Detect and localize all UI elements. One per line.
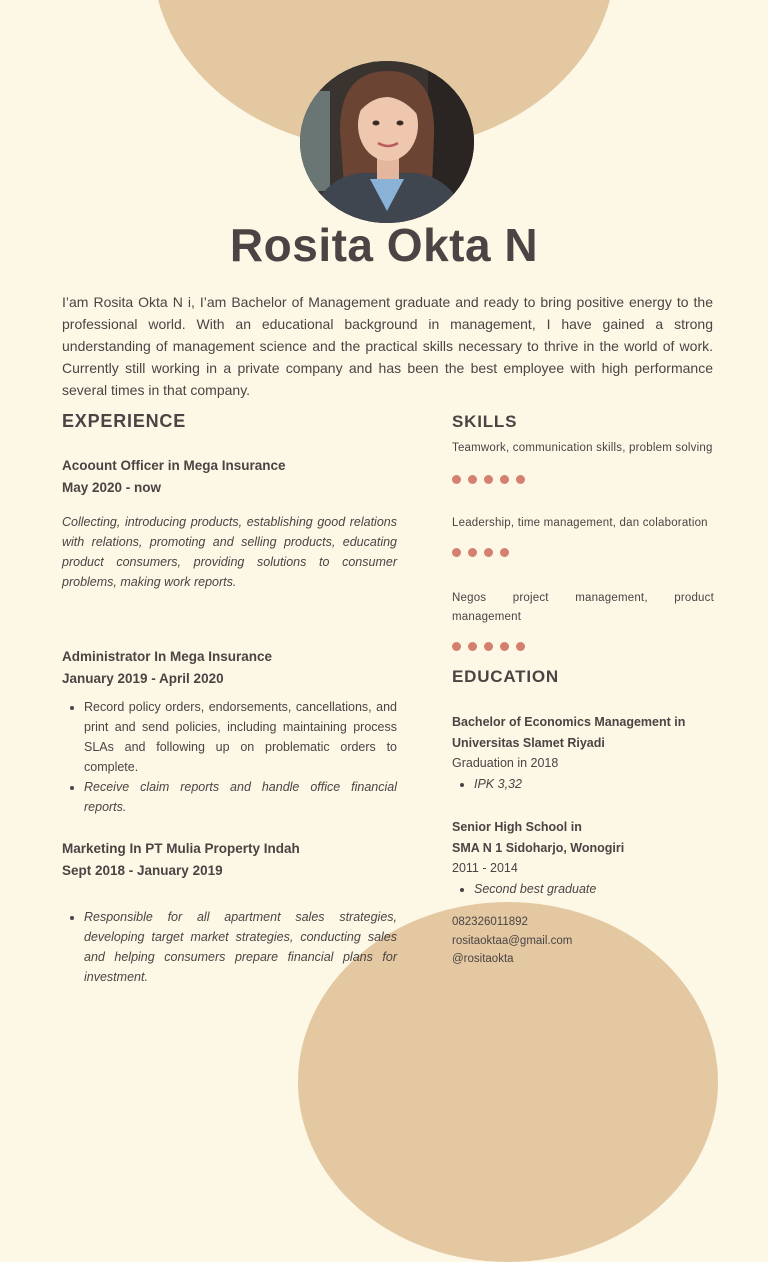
skill-dot (500, 642, 509, 651)
education-bullets (452, 879, 714, 899)
skill-dot (468, 548, 477, 557)
contact-social[interactable]: @rositaokta (452, 953, 514, 965)
profile-photo-icon (300, 61, 474, 223)
education-date: 2011 - 2014 (452, 861, 518, 875)
contact-phone: 082326011892 (452, 916, 528, 928)
job-title: Marketing In PT Mulia Property Indah (62, 841, 300, 856)
job-2 (62, 646, 397, 817)
education-school: Universitas Slamet Riyadi (452, 735, 605, 750)
skill-dot (468, 475, 477, 484)
skill-text: Leadership, time management, dan colaboration (452, 517, 708, 529)
skill-dot (484, 475, 493, 484)
contact-email[interactable]: rositaoktaa@gmail.com (452, 934, 573, 947)
skill-dot (452, 642, 461, 651)
job-1 (62, 455, 397, 592)
skill-text: Negos project management, product management (452, 592, 714, 623)
skill-2 (452, 514, 714, 557)
skill-level (452, 642, 714, 651)
skill-dot (500, 475, 509, 484)
skill-dot (452, 475, 461, 484)
list-item: • IPK 3,32 (474, 774, 714, 794)
skills-heading: SKILLS (452, 412, 518, 431)
skill-3 (452, 589, 714, 651)
skill-dot (500, 548, 509, 557)
education-school: SMA N 1 Sidoharjo, Wonogiri (452, 840, 625, 855)
education-item-2 (452, 817, 714, 899)
skill-1 (452, 439, 714, 484)
skill-level (452, 475, 714, 484)
contact-info (452, 913, 714, 969)
education-degree: Senior High School in (452, 820, 582, 834)
list-item: • Responsible for all apartment sales strategies, developing target market strategies, conducting sales and helping consumers prepare financial plans for investment. (84, 907, 397, 987)
skill-dot (468, 642, 477, 651)
skill-dot (484, 548, 493, 557)
job-title: Acoount Officer in Mega Insurance (62, 458, 286, 473)
skill-dot (484, 642, 493, 651)
job-description: Collecting, introducing products, establishing good relations with relations, promoting and selling products, educating product consumers, providing solutions to consumer problems, making work reports. (62, 515, 397, 589)
job-bullets (62, 907, 397, 987)
skill-dot (516, 642, 525, 651)
job-title: Administrator In Mega Insurance (62, 649, 273, 664)
list-item: • Receive claim reports and handle office financial reports. (84, 777, 397, 817)
skill-dot (516, 475, 525, 484)
education-date: Graduation in 2018 (452, 756, 559, 770)
education-bullets (452, 774, 714, 794)
experience-heading: EXPERIENCE (62, 411, 187, 431)
list-item: • Record policy orders, endorsements, cancellations, and print and send policies, including maintaining process SLAs and following up on problematic orders to complete. (84, 697, 397, 777)
skill-text: Teamwork, communication skills, problem solving (452, 442, 713, 454)
list-item: • Second best graduate (474, 879, 714, 899)
candidate-name: Rosita Okta N (229, 219, 539, 271)
job-date: January 2019 - April 2020 (62, 671, 224, 686)
profile-photo (300, 61, 474, 223)
skill-level (452, 548, 714, 557)
job-bullets (62, 697, 397, 817)
profile-summary: I’am Rosita Okta N i, I’am Bachelor of Management graduate and ready to bring positive energy to the professional world. With an educational background in management, I have gained a strong understanding of management science and the practical skills necessary to thrive in the world of work. Currently still working in a private company and has been the best employee with high performance several times in that company. (62, 294, 713, 398)
job-3 (62, 838, 397, 987)
education-degree: Bachelor of Economics Management in (452, 715, 686, 729)
education-heading: EDUCATION (452, 667, 559, 686)
education-item-1 (452, 712, 714, 794)
job-date: May 2020 - now (62, 480, 162, 495)
skill-dot (452, 548, 461, 557)
job-date: Sept 2018 - January 2019 (62, 863, 223, 878)
